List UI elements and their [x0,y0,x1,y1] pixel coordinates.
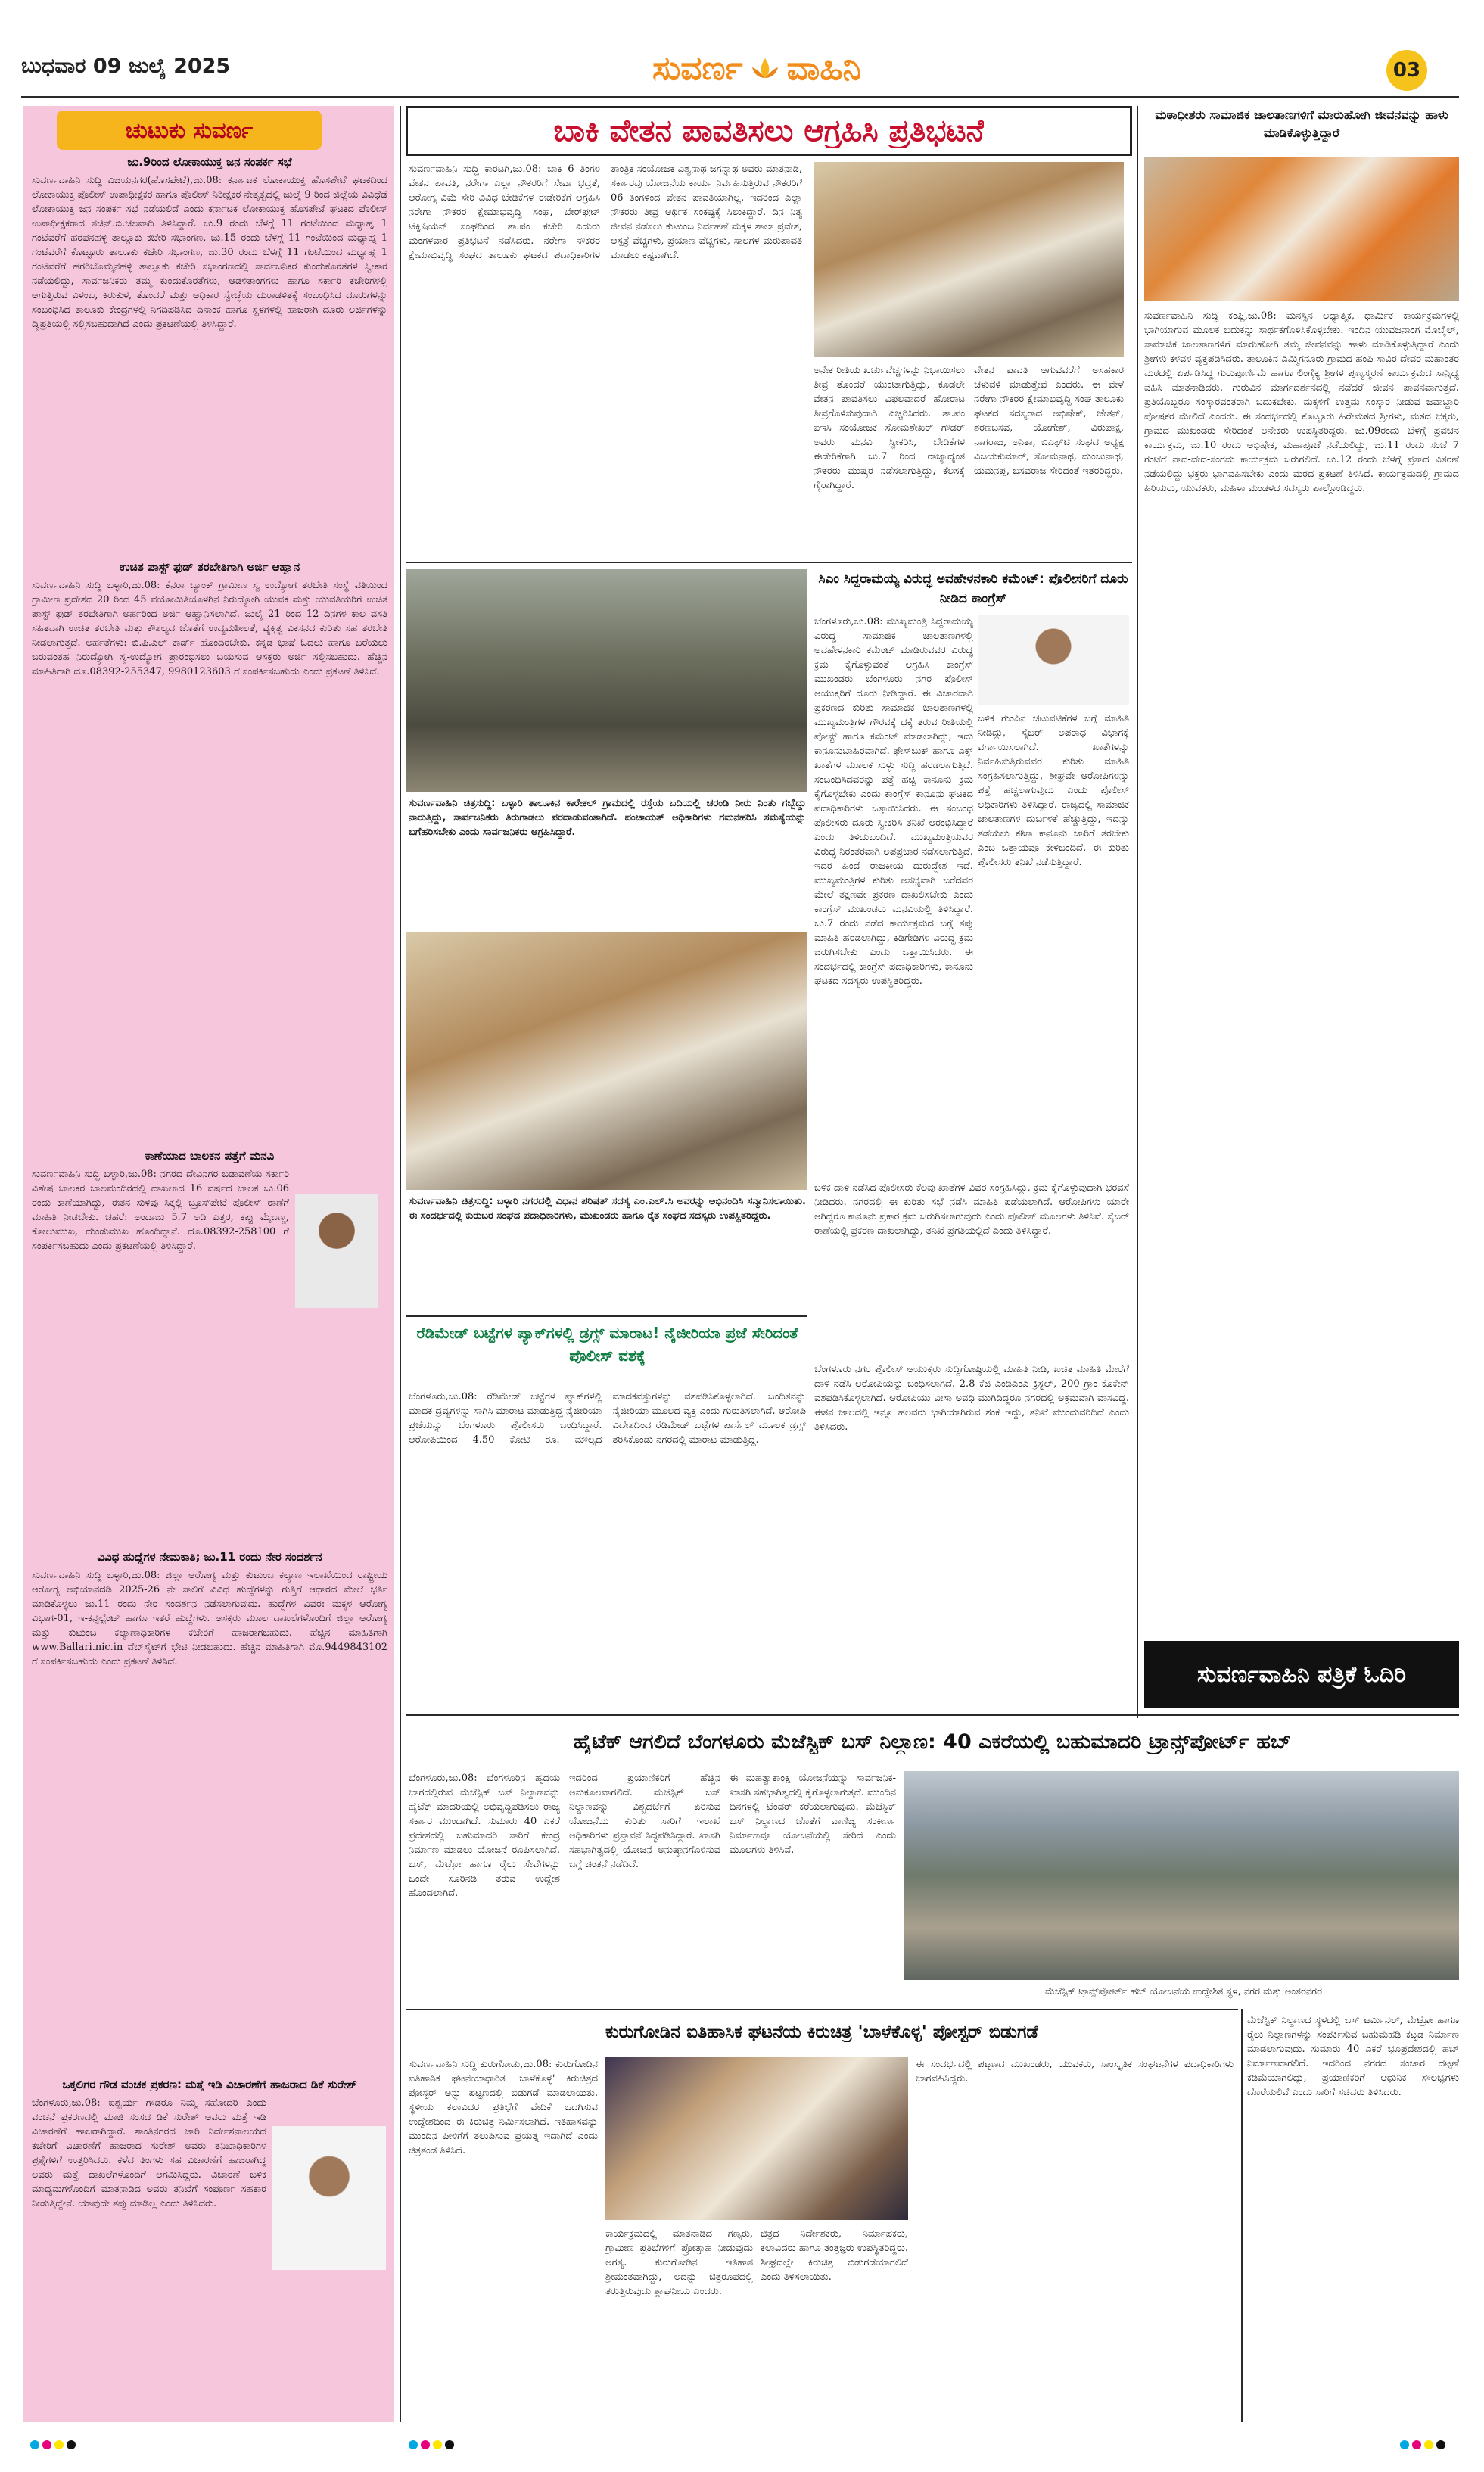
chutuku-banner-text: ಚುಟುಕು ಸುವರ್ಣ [125,117,254,143]
black-dot [445,2440,454,2449]
magenta-dot [421,2440,430,2449]
subscribe-banner-text: ಸುವರ್ಣವಾಹಿನಿ ಪತ್ರಿಕೆ ಓದಿರಿ [1196,1661,1407,1688]
cm-story-body: ಬೆಂಗಳೂರು,ಜು.08: ಮುಖ್ಯಮಂತ್ರಿ ಸಿದ್ದರಾಮಯ್ಯ ವಿರುದ್ಧ ಸಾಮಾಜಿಕ ಜಾಲತಾಣಗಳಲ್ಲಿ ಅವಹೇಳನಕಾರಿ ಕಮೆಂಟ್ ಮಾಡಿರುವವರ ವಿರುದ್ಧ ಕ್ರಮ ಕೈಗೊಳ್ಳುವಂತೆ ಆಗ್ರಹಿಸಿ ಕಾಂಗ್ರೆಸ್ ಮುಖಂಡರು ಬೆಂಗಳೂರು ನಗರ ಪೊಲೀಸ್ ಆಯುಕ್ತರಿಗೆ ದೂರು ನೀಡಿದ್ದಾರೆ. ಈ ವಿಚಾರವಾಗಿ ಪ್ರಕರಣದ ಕುರಿತು ಸಾಮಾಜಿಕ ಜಾಲತಾಣಗಳಲ್ಲಿ ಮುಖ್ಯಮಂತ್ರಿಗಳ ಗೌರವಕ್ಕೆ ಧಕ್ಕೆ ತರುವ ರೀತಿಯಲ್ಲಿ ಪೋಸ್ಟ್ ಹಾಗೂ ಕಮೆಂಟ್ ಮಾಡಲಾಗಿದ್ದು, ಇದು ಕಾನೂನುಬಾಹಿರವಾಗಿದೆ. ಫೇಸ್‌ಬುಕ್ ಹಾಗೂ ಎಕ್ಸ್ ಖಾತೆಗಳ ಮೂಲಕ ಸುಳ್ಳು ಸುದ್ದಿ ಹರಡಲಾಗುತ್ತಿದೆ. ಸಂಬಂಧಿಸಿದವರನ್ನು ಪತ್ತೆ ಹಚ್ಚಿ ಕಾನೂನು ಕ್ರಮ ಕೈಗೊಳ್ಳಬೇಕು ಎಂದು ಕಾಂಗ್ರೆಸ್ ಕಾನೂನು ಘಟಕದ ಪದಾಧಿಕಾರಿಗಳು ಒತ್ತಾಯಿಸಿದರು. ಈ ಸಂಬಂಧ ಪೊಲೀಸರು ದೂರು ಸ್ವೀಕರಿಸಿ ತನಿಖೆ ಆರಂಭಿಸಿದ್ದಾರೆ ಎಂದು ತಿಳಿದುಬಂದಿದೆ. ಮುಖ್ಯಮಂತ್ರಿಯವರ ವಿರುದ್ಧ ನಿರಂತರವಾಗಿ ಅಪಪ್ರಚಾರ ನಡೆಸಲಾಗುತ್ತಿದೆ. ಇದರ ಹಿಂದೆ ರಾಜಕೀಯ ದುರುದ್ದೇಶ ಇದೆ. ಮುಖ್ಯಮಂತ್ರಿಗಳ ಕುರಿತು ಅಸಭ್ಯವಾಗಿ ಬರೆದವರ ಮೇಲೆ ತಕ್ಷಣವೇ ಪ್ರಕರಣ ದಾಖಲಿಸಬೇಕು ಎಂದು ಕಾಂಗ್ರೆಸ್ ಮುಖಂಡರು ಮನವಿಯಲ್ಲಿ ತಿಳಿಸಿದ್ದಾರೆ. ಜು.7 ರಂದು ನಡೆದ ಕಾರ್ಯಕ್ರಮದ ಬಗ್ಗೆ ತಪ್ಪು ಮಾಹಿತಿ ಹರಡಲಾಗಿದ್ದು, ಕಿಡಿಗೇಡಿಗಳ ವಿರುದ್ಧ ಕ್ರಮ ಜರುಗಿಸಬೇಕು ಎಂದು ಒತ್ತಾಯಿಸಿದರು. ಈ ಸಂದರ್ಭದಲ್ಲಿ ಕಾಂಗ್ರೆಸ್ ಪದಾಧಿಕಾರಿಗಳು, ಕಾನೂನು ಘಟಕದ ಸದಸ್ಯರು ಉಪಸ್ಥಿತರಿದ್ದರು. [814,616,973,987]
saints-story-body: ಸುವರ್ಣವಾಹಿನಿ ಸುದ್ದಿ ಕಂಪ್ಲಿ,ಜು.08: ಮನಸ್ಸಿನ ಅಧ್ಯಾತ್ಮಿಕ, ಧಾರ್ಮಿಕ ಕಾರ್ಯಕ್ರಮಗಳಲ್ಲಿ ಭಾಗಿಯಾಗುವ ಮೂಲಕ ಬದುಕನ್ನು ಸಾರ್ಥಕಗೊಳಿಸಿಕೊಳ್ಳಬೇಕು. ಇಂದಿನ ಯುವಜನಾಂಗ ಮೊಬೈಲ್, ಸಾಮಾಜಿಕ ಜಾಲತಾಣಗಳಿಗೆ ಮಾರುಹೋಗಿ ತಮ್ಮ ಜೀವನವನ್ನು ಹಾಳು ಮಾಡಿಕೊಳ್ಳುತ್ತಿದ್ದಾರೆ ಎಂದು ಶ್ರೀಗಳು ಕಳವಳ ವ್ಯಕ್ತಪಡಿಸಿದರು. ತಾಲೂಕಿನ ಎಮ್ಮಿಗನೂರು ಗ್ರಾಮದ ಹಂಪಿ ಸಾವಿರ ದೇವರ ಮಹಾಂತರ ಮಠದಲ್ಲಿ ಏರ್ಪಡಿಸಿದ್ದ ಗುರುಪೂರ್ಣಿಮೆ ಹಾಗೂ ಲಿಂಗೈಕ್ಯ ಶ್ರೀಗಳ ಪುಣ್ಯಸ್ಮರಣೆ ಕಾರ್ಯಕ್ರಮದ ಸಾನ್ನಿಧ್ಯ ವಹಿಸಿ ಮಾತನಾಡಿದರು. ಗುರುವಿನ ಮಾರ್ಗದರ್ಶನದಲ್ಲಿ ನಡೆದರೆ ಜೀವನ ಪಾವನವಾಗುತ್ತದೆ. ಪ್ರತಿಯೊಬ್ಬರೂ ಸಂಸ್ಕಾರವಂತರಾಗಿ ಬದುಕಬೇಕು. ಮಕ್ಕಳಿಗೆ ಉತ್ತಮ ಸಂಸ್ಕಾರ ನೀಡುವ ಜವಾಬ್ದಾರಿ ಪೋಷಕರ ಮೇಲಿದೆ ಎಂದರು. ಈ ಸಂದರ್ಭದಲ್ಲಿ ಕೊಟ್ಟೂರು ಹಿರೇಮಠದ ಶ್ರೀಗಳು, ಮಠದ ಭಕ್ತರು, ಗ್ರಾಮದ ಮುಖಂಡರು ಸೇರಿದಂತೆ ಅನೇಕರು ಉಪಸ್ಥಿತರಿದ್ದರು. ಜು.09ರಂದು ಬೆಳಗ್ಗೆ ಪ್ರವಚನ ಕಾರ್ಯಕ್ರಮ, ಜು.10 ರಂದು ಅಭಿಷೇಕ, ಮಹಾಪೂಜೆ ನಡೆಯಲಿದ್ದು, ಜು.11 ರಂದು ಸಂಜೆ 7 ಗಂಟೆಗೆ ನಾದ-ವೇದ-ಸಂಗಮ ಕಾರ್ಯಕ್ರಮ ಜರುಗಲಿದೆ. ಜು.12 ರಂದು ಬೆಳಗ್ಗೆ ಪ್ರಸಾದ ವಿತರಣೆ ನಡೆಯಲಿದ್ದು ಭಕ್ತರು ಭಾಗವಹಿಸಬೇಕು ಎಂದು ಮಠದ ಪ್ರಕಟಣೆ ತಿಳಿಸಿದೆ. ಕಾರ್ಯಕ್ರಮದಲ್ಲಿ ಗ್ರಾಮದ ಹಿರಿಯರು, ಯುವಕರು, ಮಹಿಳಾ ಮಂಡಳದ ಸದಸ್ಯರು ಪಾಲ್ಗೊಂಡಿದ್ದರು. [1144,310,1459,494]
main-headline-box [406,106,1132,156]
masthead [0,0,1484,98]
cm-story-body2: ಬಳಿಕ ಗುಂಪಿನ ಚಟುವಟಿಕೆಗಳ ಬಗ್ಗೆ ಮಾಹಿತಿ ನೀಡಿದ್ದು, ಸೈಬರ್ ಅಪರಾಧ ವಿಭಾಗಕ್ಕೆ ವರ್ಗಾಯಿಸಲಾಗಿದೆ. ಖಾತೆಗಳನ್ನು ನಿರ್ವಹಿಸುತ್ತಿರುವವರ ಕುರಿತು ಮಾಹಿತಿ ಸಂಗ್ರಹಿಸಲಾಗುತ್ತಿದ್ದು, ಶೀಘ್ರವೇ ಆರೋಪಿಗಳನ್ನು ಪತ್ತೆ ಹಚ್ಚಲಾಗುವುದು ಎಂದು ಪೊಲೀಸ್ ಅಧಿಕಾರಿಗಳು ತಿಳಿಸಿದ್ದಾರೆ. ರಾಜ್ಯದಲ್ಲಿ ಸಾಮಾಜಿಕ ಜಾಲತಾಣಗಳ ದುರ್ಬಳಕೆ ಹೆಚ್ಚುತ್ತಿದ್ದು, ಇದನ್ನು ತಡೆಯಲು ಕಠಿಣ ಕಾನೂನು ಜಾರಿಗೆ ತರಬೇಕು ಎಂಬ ಒತ್ತಾಯವೂ ಕೇಳಿಬಂದಿದೆ. ಈ ಕುರಿತು ಪೊಲೀಸರು ತನಿಖೆ ನಡೆಸುತ್ತಿದ್ದಾರೆ. [978,713,1129,868]
cm-photo [978,615,1129,705]
column-rule [400,106,401,2422]
chutuku-item [32,1550,387,2065]
chutuku-item-title: ಜು.9ರಿಂದ ಲೋಕಾಯುಕ್ತ ಜನ ಸಂಪರ್ಕ ಸಭೆ [127,155,292,169]
chutuku-item-body: ಸುವರ್ಣವಾಹಿನಿ ಸುದ್ದಿ ಬಳ್ಳಾರಿ,ಜು.08: ಕೆನರಾ ಬ್ಯಾಂಕ್ ಗ್ರಾಮೀಣ ಸ್ವ ಉದ್ಯೋಗ ತರಬೇತಿ ಸಂಸ್ಥೆ ವತಿಯಿಂದ ಗ್ರಾಮೀಣ ಪ್ರದೇಶದ 20 ರಿಂದ 45 ವಯೋಮಿತಿಯೊಳಗಿನ ನಿರುದ್ಯೋಗಿ ಯುವಕ ಮತ್ತು ಯುವತಿಯರಿಗೆ ಉಚಿತ ಪಾಸ್ಟ್ ಫುಡ್ ತರಬೇತಿಗಾಗಿ ಅರ್ಹರಿಂದ ಅರ್ಜಿ ಆಹ್ವಾನಿಸಲಾಗಿದೆ. ಜುಲೈ 21 ರಿಂದ 12 ದಿನಗಳ ಕಾಲ ವಸತಿ ಸಹಿತವಾಗಿ ಉಚಿತ ತರಬೇತಿ ಮತ್ತು ಕೌಶಲ್ಯದ ಜೊತೆಗೆ ಉದ್ಯಮಶೀಲತೆ, ವ್ಯಕ್ತಿತ್ವ ವಿಕಸನದ ಕುರಿತು ಸಹ ತರಬೇತಿ ನೀಡಲಾಗುತ್ತದೆ. ಅರ್ಹತೆಗಳು: ಬಿ.ಪಿ.ಎಲ್ ಕಾರ್ಡ್ ಹೊಂದಿರಬೇಕು. ಕನ್ನಡ ಭಾಷೆ ಓದಲು ಹಾಗೂ ಬರೆಯಲು ಬರುವಂತಹ ನಿರುದ್ಯೋಗಿ ಸ್ವ-ಉದ್ಯೋಗ ಪ್ರಾರಂಭಿಸಲು ಬಯಸುವ ಆಸಕ್ತರು ಅರ್ಜಿ ಸಲ್ಲಿಸಬಹುದು. ಹೆಚ್ಚಿನ ಮಾಹಿತಿಗಾಗಿ ದೂ.08392-255347, 9980123603 ಗೆ ಸಂಪರ್ಕಿಸಬಹುದು ಎಂದು ಪ್ರಕಟಣೆ ತಿಳಿಸಿದೆ. [32,580,387,677]
main-headline: ಬಾಕಿ ವೇತನ ಪಾವತಿಸಲು ಆಗ್ರಹಿಸಿ ಪ್ರತಿಭಟನೆ [553,114,985,148]
registration-marks-right [1400,2440,1445,2449]
page-number: 03 [1392,59,1421,82]
chutuku-item-body: ಬೆಂಗಳೂರು,ಜು.08: ಐಶ್ವರ್ಯ ಗೌಡರೂ ನಿಮ್ಮ ಸಹೋದರಿ ಎಂದು ವಂಚನೆ ಪ್ರಕರಣದಲ್ಲಿ ಮಾಜಿ ಸಂಸದ ಡಿಕೆ ಸುರೇಶ್ ಅವರು ಮತ್ತೆ ಇಡಿ ವಿಚಾರಣೆಗೆ ಹಾಜರಾಗಿದ್ದಾರೆ. ಶಾಂತಿನಗರದ ಜಾರಿ ನಿರ್ದೇಶನಾಲಯದ ಕಚೇರಿಗೆ ವಿಚಾರಣೆಗೆ ಹಾಜರಾದ ಸುರೇಶ್ ಅವರು ತನಿಖಾಧಿಕಾರಿಗಳ ಪ್ರಶ್ನೆಗಳಿಗೆ ಉತ್ತರಿಸಿದರು. ಕಳೆದ ತಿಂಗಳು ಸಹ ವಿಚಾರಣೆಗೆ ಹಾಜರಾಗಿದ್ದ ಅವರು ಮತ್ತೆ ದಾಖಲೆಗಳೊಂದಿಗೆ ಆಗಮಿಸಿದ್ದರು. ವಿಚಾರಣೆ ಬಳಿಕ ಮಾಧ್ಯಮಗಳೊಂದಿಗೆ ಮಾತನಾಡಿದ ಅವರು ತನಿಖೆಗೆ ಸಂಪೂರ್ಣ ಸಹಕಾರ ನೀಡುತ್ತಿದ್ದೇನೆ. ಯಾವುದೇ ತಪ್ಪು ಮಾಡಿಲ್ಲ ಎಂದು ತಿಳಿಸಿದರು. [32,2097,266,2209]
chutuku-item-body: ಸುವರ್ಣವಾಹಿನಿ ಸುದ್ದಿ ವಿಜಯನಗರ(ಹೊಸಪೇಟೆ),ಜು.08: ಕರ್ನಾಟಕ ಲೋಕಾಯುಕ್ತ ಹೊಸಪೇಟೆ ಘಟಕದಿಂದ ಲೋಕಾಯುಕ್ತ ಪೊಲೀಸ್ ಉಪಾಧೀಕ್ಷಕರ ಹಾಗೂ ಪೊಲೀಸ್ ನಿರೀಕ್ಷಕರ ನೇತೃತ್ವದಲ್ಲಿ ಜುಲೈ 9 ರಿಂದ ಜಿಲ್ಲೆಯ ವಿವಿಧೆಡೆ ಲೋಕಾಯುಕ್ತ ಜನ ಸಂಪರ್ಕ ಸಭೆ ನಡೆಯಲಿದೆ ಎಂದು ಕರ್ನಾಟಕ ಲೋಕಾಯುಕ್ತ ಹೊಸಪೇಟೆ ಘಟಕದ ಪೊಲೀಸ್ ಉಪಾಧೀಕ್ಷಕರಾದ ಸಚಿನ್.ಬಿ.ಚಲವಾದಿ ತಿಳಿಸಿದ್ದಾರೆ. ಜು.9 ರಂದು ಬೆಳಗ್ಗೆ 11 ಗಂಟೆಯಿಂದ ಮಧ್ಯಾಹ್ನ 1 ಗಂಟೆವರೆಗೆ ಹರಪನಹಳ್ಳಿ ತಾಲ್ಲೂಕು ಕಚೇರಿ ಸಭಾಂಗಣ, ಜು.15 ರಂದು ಬೆಳಗ್ಗೆ 11 ಗಂಟೆಯಿಂದ ಮಧ್ಯಾಹ್ನ 1 ಗಂಟೆವರೆಗೆ ಕೊಟ್ಟೂರು ತಾಲೂಕು ಕಚೇರಿ ಸಭಾಂಗಣ, ಜು.30 ರಂದು ಬೆಳಗ್ಗೆ 11 ಗಂಟೆಯಿಂದ ಮಧ್ಯಾಹ್ನ 1 ಗಂಟೆವರೆಗೆ ಹಗರಿಬೊಮ್ಮನಹಳ್ಳಿ ತಾಲ್ಲೂಕು ಕಚೇರಿ ಸಭಾಂಗಣದಲ್ಲಿ ಸಾರ್ವಜನಿಕರ ಕುಂದುಕೊರತೆಗಳ ಸ್ವೀಕಾರ ನಡೆಯಲಿದ್ದು, ಸಾರ್ವಜನಿಕರು ತಮ್ಮ ಕುಂದುಕೊರತೆಗಳು, ಆಡಳಿತಾಂಗಗಳು ಹಾಗೂ ಸರ್ಕಾರಿ ಕಚೇರಿಗಳಲ್ಲಿ ಆಗುತ್ತಿರುವ ವಿಳಂಬ, ಕಿರುಕುಳ, ತೊಂದರೆ ಮತ್ತು ಅಧಿಕಾರ ಸ್ವೇಚ್ಛೆಯ ದುರಾಡಳಿತಕ್ಕೆ ಸಂಬಂಧಿಸಿದ ದೂರುಗಳನ್ನು ಸಂಬಂಧಿಸಿದ ತಾಲೂಕು ಕೇಂದ್ರಗಳಲ್ಲಿ ನಿಗದಿಪಡಿಸಿದ ದಿನಾಂಕ ಹಾಗೂ ಸ್ಥಳಗಳಲ್ಲಿ ಹಾಜರಾಗಿ ದೂರು ಅರ್ಜಿಗಳನ್ನು ದ್ವಿಪ್ರತಿಯಲ್ಲಿ ಸಲ್ಲಿಸಬಹುದಾಗಿದೆ ಎಂದು ಪ್ರಕಟಣೆಯಲ್ಲಿ ತಿಳಿಸಿದ್ದಾರೆ. [32,175,387,330]
poster-story-col2: ಕಾರ್ಯಕ್ರಮದಲ್ಲಿ ಮಾತನಾಡಿದ ಗಣ್ಯರು, ಗ್ರಾಮೀಣ ಪ್ರತಿಭೆಗಳಿಗೆ ಪ್ರೋತ್ಸಾಹ ನೀಡುವುದು ಅಗತ್ಯ. ಕುರುಗೋಡಿನ ಇತಿಹಾಸ ಶ್ರೀಮಂತವಾಗಿದ್ದು, ಅದನ್ನು ಚಿತ್ರರೂಪದಲ್ಲಿ ತರುತ್ತಿರುವುದು ಶ್ಲಾಘನೀಯ ಎಂದರು. [605,2228,753,2297]
bus-headline-bar [406,1720,1459,1765]
black-dot [1436,2440,1445,2449]
subscribe-banner[interactable] [1144,1641,1459,1708]
chutuku-item-title: ಉಚಿತ ಪಾಸ್ಟ್ ಫುಡ್ ತರಬೇತಿಗಾಗಿ ಅರ್ಜಿ ಆಹ್ವಾನ [119,560,300,574]
chutuku-item [32,155,387,549]
drug-story-body2: ಬೆಂಗಳೂರು ನಗರ ಪೊಲೀಸ್ ಆಯುಕ್ತರು ಸುದ್ದಿಗೋಷ್ಠಿಯಲ್ಲಿ ಮಾಹಿತಿ ನೀಡಿ, ಖಚಿತ ಮಾಹಿತಿ ಮೇರೆಗೆ ದಾಳಿ ನಡೆಸಿ ಆರೋಪಿಯನ್ನು ಬಂಧಿಸಲಾಗಿದೆ. 2.8 ಕೆಜಿ ಎಂಡಿಎಂಎ ಕ್ರಿಸ್ಟಲ್, 200 ಗ್ರಾಂ ಕೊಕೇನ್ ವಶಪಡಿಸಿಕೊಳ್ಳಲಾಗಿದೆ. ಆರೋಪಿಯು ವೀಸಾ ಅವಧಿ ಮುಗಿದಿದ್ದರೂ ನಗರದಲ್ಲಿ ಅಕ್ರಮವಾಗಿ ವಾಸವಿದ್ದ. ಈತನ ಜಾಲದಲ್ಲಿ ಇನ್ನೂ ಹಲವರು ಭಾಗಿಯಾಗಿರುವ ಶಂಕೆ ಇದ್ದು, ತನಿಖೆ ಮುಂದುವರಿದಿದೆ ಎಂದು ತಿಳಿಸಿದರು. [814,1364,1129,1433]
felicitation-photo [406,932,807,1190]
missing-boy-photo [295,1194,378,1308]
main-story-col1: ಸುವರ್ಣವಾಹಿನಿ ಸುದ್ದಿ ಕಾರಟಗಿ,ಜು.08: ಬಾಕಿ 6 ತಿಂಗಳ ವೇತನ ಪಾವತಿ, ನರೇಗಾ ಎಲ್ಲಾ ನೌಕರರಿಗೆ ಸೇವಾ ಭದ್ರತೆ, ಆರೋಗ್ಯ ವಿಮೆ ಸೇರಿ ವಿವಿಧ ಬೇಡಿಕೆಗಳ ಈಡೇರಿಕೆಗೆ ಆಗ್ರಹಿಸಿ ನರೇಗಾ ನೌಕರರ ಕ್ಷೇಮಾಭಿವೃದ್ಧಿ ಸಂಘ, ಬೇರ್‌ಫುಟ್ ಟೆಕ್ನಿಷಿಯನ್ ಸಂಘದಿಂದ ತಾ.ಪಂ ಕಚೇರಿ ಎದುರು ಮಂಗಳವಾರ ಪ್ರತಿಭಟನೆ ನಡೆಸಿದರು. ನರೇಗಾ ನೌಕರರ ಕ್ಷೇಮಾಭಿವೃದ್ಧಿ ಸಂಘದ ತಾಲೂಕು ಘಟಕದ ಪದಾಧಿಕಾರಿಗಳ ತಾಂತ್ರಿಕ ಸಂಯೋಜಕ ವಿಶ್ವನಾಥ ಜಗನ್ನಾಥ ಅವರು ಮಾತನಾಡಿ, ಸರ್ಕಾರವು ಯೋಜನೆಯ ಕಾರ್ಯ ನಿರ್ವಹಿಸುತ್ತಿರುವ ನೌಕರರಿಗೆ 06 ತಿಂಗಳಿಂದ ವೇತನ ಪಾವತಿಯಾಗಿಲ್ಲ. ಇದರಿಂದ ಎಲ್ಲಾ ನೌಕರರು ತೀವ್ರ ಆರ್ಥಿಕ ಸಂಕಷ್ಟಕ್ಕೆ ಸಿಲುಕಿದ್ದಾರೆ. ದಿನ ನಿತ್ಯ ಜೀವನ ನಡೆಸಲು ಕುಟುಂಬ ನಿರ್ವಹಣೆ ಮಕ್ಕಳ ಶಾಲಾ ಪ್ರವೇಶ, ಆಸ್ಪತ್ರೆ ವೆಚ್ಚಗಳು, ಪ್ರಯಾಣ ವೆಚ್ಚಗಳು, ಸಾಲಗಳ ಮರುಪಾವತಿ ಮಾಡಲು ಕಷ್ಟವಾಗಿದೆ. [409,163,802,261]
column-rule [1241,2009,1243,2422]
yellow-dot [54,2440,64,2449]
chutuku-item [32,1149,387,1527]
registration-marks-center [409,2440,454,2449]
lotus-icon [749,55,781,81]
bus-story-col3: ಈ ಮಹತ್ವಾಕಾಂಕ್ಷಿ ಯೋಜನೆಯನ್ನು ಸಾರ್ವಜನಿಕ-ಖಾಸಗಿ ಸಹಭಾಗಿತ್ವದಲ್ಲಿ ಕೈಗೊಳ್ಳಲಾಗುತ್ತದೆ. ಮುಂದಿನ ದಿನಗಳಲ್ಲಿ ಟೆಂಡರ್ ಕರೆಯಲಾಗುವುದು. ಮೆಜೆಸ್ಟಿಕ್ ಬಸ್ ನಿಲ್ದಾಣದ ಜೊತೆಗೆ ವಾಣಿಜ್ಯ ಸಂಕೀರ್ಣ ನಿರ್ಮಾಣವೂ ಯೋಜನೆಯಲ್ಲಿ ಸೇರಿದೆ ಎಂದು ಮೂಲಗಳು ತಿಳಿಸಿವೆ. [730,1773,896,1856]
cm-story-body3: ಬಳಿಕ ದಾಳಿ ನಡೆಸಿದ ಪೊಲೀಸರು ಕೆಲವು ಖಾತೆಗಳ ವಿವರ ಸಂಗ್ರಹಿಸಿದ್ದು, ಕ್ರಮ ಕೈಗೊಳ್ಳುವುದಾಗಿ ಭರವಸೆ ನೀಡಿದರು. ನಗರದಲ್ಲಿ ಈ ಕುರಿತು ಸಭೆ ನಡೆಸಿ ಮಾಹಿತಿ ಪಡೆಯಲಾಗಿದೆ. ಆರೋಪಿಗಳು ಯಾರೇ ಆಗಿದ್ದರೂ ಕಾನೂನು ಪ್ರಕಾರ ಕ್ರಮ ಜರುಗಿಸಲಾಗುವುದು ಎಂದು ಪೊಲೀಸ್ ಮೂಲಗಳು ತಿಳಿಸಿವೆ. ಸೈಬರ್ ಠಾಣೆಯಲ್ಲಿ ಪ್ರಕರಣ ದಾಖಲಾಗಿದ್ದು, ತನಿಖೆ ಪ್ರಗತಿಯಲ್ಲಿದೆ ಎಂದು ತಿಳಿಸಿದ್ದಾರೆ. [814,1182,1129,1237]
protest-photo [814,162,1124,357]
street-drain-photo [406,569,807,792]
logo-word-suvarna: ಸುವರ್ಣ [652,48,743,88]
poster-story-col1: ಸುವರ್ಣವಾಹಿನಿ ಸುದ್ದಿ ಕುರುಗೋಡು,ಜು.08: ಕುರುಗೋಡಿನ ಐತಿಹಾಸಿಕ ಘಟನೆಯಾಧಾರಿತ 'ಬಾಳೆಕೊಳ್ಳ' ಕಿರುಚಿತ್ರದ ಪೋಸ್ಟರ್ ಅನ್ನು ಪಟ್ಟಣದಲ್ಲಿ ಬಿಡುಗಡೆ ಮಾಡಲಾಯಿತು. ಸ್ಥಳೀಯ ಕಲಾವಿದರ ಪ್ರತಿಭೆಗೆ ವೇದಿಕೆ ಒದಗಿಸುವ ಉದ್ದೇಶದಿಂದ ಈ ಕಿರುಚಿತ್ರ ನಿರ್ಮಿಸಲಾಗಿದೆ. ಇತಿಹಾಸವನ್ನು ಮುಂದಿನ ಪೀಳಿಗೆಗೆ ತಲುಪಿಸುವ ಪ್ರಯತ್ನ ಇದಾಗಿದೆ ಎಂದು ಚಿತ್ರತಂಡ ತಿಳಿಸಿದೆ. [409,2059,598,2156]
cyan-dot [409,2440,418,2449]
street-photo-caption: ಸುವರ್ಣವಾಹಿನಿ ಚಿತ್ರಸುದ್ದಿ: ಬಳ್ಳಾರಿ ತಾಲೂಕಿನ ಕಾರೇಕಲ್ ಗ್ರಾಮದಲ್ಲಿ ರಸ್ತೆಯ ಬದಿಯಲ್ಲಿ ಚರಂಡಿ ನೀರು ನಿಂತು ಗಬ್ಬೆದ್ದು ನಾರುತ್ತಿದ್ದು, ಸಾರ್ವಜನಿಕರು ತಿರುಗಾಡಲು ಪರದಾಡುವಂತಾಗಿದೆ. ಪಂಚಾಯತ್ ಅಧಿಕಾರಿಗಳು ಗಮನಹರಿಸಿ ಸಮಸ್ಯೆಯನ್ನು ಬಗೆಹರಿಸಬೇಕು ಎಂದು ಸಾರ್ವಜನಿಕರು ಆಗ್ರಹಿಸಿದ್ದಾರೆ. [409,798,806,838]
chutuku-item-body: ಸುವರ್ಣವಾಹಿನಿ ಸುದ್ದಿ ಬಳ್ಳಾರಿ,ಜು.08: ಜಿಲ್ಲಾ ಆರೋಗ್ಯ ಮತ್ತು ಕುಟುಂಬ ಕಲ್ಯಾಣ ಇಲಾಖೆಯಿಂದ ರಾಷ್ಟ್ರೀಯ ಆರೋಗ್ಯ ಅಭಿಯಾನದಡಿ 2025-26 ನೇ ಸಾಲಿಗೆ ವಿವಿಧ ಹುದ್ದೆಗಳನ್ನು ಗುತ್ತಿಗೆ ಆಧಾರದ ಮೇಲೆ ಭರ್ತಿ ಮಾಡಿಕೊಳ್ಳಲು ಜು.11 ರಂದು ನೇರ ಸಂದರ್ಶನ ನಡೆಸಲಾಗುವುದು. ಹುದ್ದೆಗಳ ವಿವರ: ಮಕ್ಕಳ ಆರೋಗ್ಯ ವಿಭಾಗ-01, ಇ-ಕನ್ಸಲ್ಟೆಂಟ್ ಹಾಗೂ ಇತರೆ ಹುದ್ದೆಗಳು. ಆಸಕ್ತರು ಮೂಲ ದಾಖಲೆಗಳೊಂದಿಗೆ ಜಿಲ್ಲಾ ಆರೋಗ್ಯ ಮತ್ತು ಕುಟುಂಬ ಕಲ್ಯಾಣಾಧಿಕಾರಿಗಳ ಕಚೇರಿಗೆ ಹಾಜರಾಗಬಹುದು. ಹೆಚ್ಚಿನ ಮಾಹಿತಿಗಾಗಿ www.Ballari.nic.in ವೆಬ್‌ಸೈಟ್‌ಗೆ ಭೇಟಿ ನೀಡಬಹುದು. ಹೆಚ್ಚಿನ ಮಾಹಿತಿಗಾಗಿ ಮೊ.9449843102 ಗೆ ಸಂಪರ್ಕಿಸಬಹುದು ಎಂದು ಪ್ರಕಟಣೆ ತಿಳಿಸಿದೆ. [32,1570,387,1667]
poster-story-col3: ಚಿತ್ರದ ನಿರ್ದೇಶಕರು, ನಿರ್ಮಾಪಕರು, ಕಲಾವಿದರು ಹಾಗೂ ತಂತ್ರಜ್ಞರು ಉಪಸ್ಥಿತರಿದ್ದರು. ಶೀಘ್ರದಲ್ಲೇ ಕಿರುಚಿತ್ರ ಬಿಡುಗಡೆಯಾಗಲಿದೆ ಎಂದು ತಿಳಿಸಲಾಯಿತು. [761,2228,908,2283]
page-number-badge [1386,50,1427,91]
saints-photo [1144,157,1459,301]
cyan-dot [30,2440,39,2449]
chutuku-item-title: ಕಾಣೆಯಾದ ಬಾಲಕನ ಪತ್ತೆಗೆ ಮನವಿ [145,1149,275,1163]
magenta-dot [42,2440,51,2449]
poster-story-col4: ಈ ಸಂದರ್ಭದಲ್ಲಿ ಪಟ್ಟಣದ ಮುಖಂಡರು, ಯುವಕರು, ಸಾಂಸ್ಕೃತಿಕ ಸಂಘಟನೆಗಳ ಪದಾಧಿಕಾರಿಗಳು ಭಾಗವಹಿಸಿದ್ದರು. [916,2059,1234,2084]
chutuku-item-title: ಒಕ್ಕಲಿಗರ ಗೌಡ ವಂಚಕ ಪ್ರಕರಣ: ಮತ್ತೆ ಇಡಿ ವಿಚಾರಣೆಗೆ ಹಾಜರಾದ ಡಿಕೆ ಸುರೇಶ್ [62,2078,357,2091]
bus-headline: ಹೈಟೆಕ್ ಆಗಲಿದೆ ಬೆಂಗಳೂರು ಮೆಜೆಸ್ಟಿಕ್ ಬಸ್ ನಿಲ್ದಾಣ: 40 ಎಕರೆಯಲ್ಲಿ ಬಹುಮಾದರಿ ಟ್ರಾನ್ಸ್‌ಪೋರ್ಟ್ ಹಬ್ [573,1730,1292,1754]
masthead-logo [598,45,916,91]
section-rule [406,562,1132,563]
cyan-dot [1400,2440,1409,2449]
poster-headline-bar [406,2013,1238,2051]
black-dot [67,2440,76,2449]
majestic-aerial-photo [904,1771,1459,1980]
chutuku-item-title: ವಿವಿಧ ಹುದ್ದೆಗಳ ನೇಮಕಾತಿ; ಜು.11 ರಂದು ನೇರ ಸಂದರ್ಶನ [97,1550,322,1564]
poster-story-col5: ಮೆಜೆಸ್ಟಿಕ್ ನಿಲ್ದಾಣದ ಸ್ಥಳದಲ್ಲಿ ಬಸ್ ಟರ್ಮಿನಲ್, ಮೆಟ್ರೋ ಹಾಗೂ ರೈಲು ನಿಲ್ದಾಣಗಳನ್ನು ಸಂಪರ್ಕಿಸುವ ಬಹುಮಹಡಿ ಕಟ್ಟಡ ನಿರ್ಮಾಣ ಮಾಡಲಾಗುವುದು. ಸುಮಾರು 40 ಎಕರೆ ಭೂಪ್ರದೇಶದಲ್ಲಿ ಹಬ್ ನಿರ್ಮಾಣವಾಗಲಿದೆ. ಇದರಿಂದ ನಗರದ ಸಂಚಾರ ದಟ್ಟಣೆ ಕಡಿಮೆಯಾಗಲಿದ್ದು, ಪ್ರಯಾಣಿಕರಿಗೆ ಆಧುನಿಕ ಸೌಲಭ್ಯಗಳು ದೊರೆಯಲಿವೆ ಎಂದು ಸಾರಿಗೆ ಸಚಿವರು ತಿಳಿಸಿದರು. [1247,2015,1459,2098]
poster-release-photo [605,2057,908,2220]
logo-word-vahini: ವಾಹಿನಿ [786,48,862,88]
magenta-dot [1412,2440,1421,2449]
poster-headline: ಕುರುಗೋಡಿನ ಐತಿಹಾಸಿಕ ಘಟನೆಯ ಕಿರುಚಿತ್ರ 'ಬಾಳೆಕೊಳ್ಳ' ಪೋಸ್ಟರ್ ಬಿಡುಗಡೆ [605,2022,1038,2042]
aerial-photo-caption: ಮೆಜೆಸ್ಟಿಕ್ ಟ್ರಾನ್ಸ್‌ಪೋರ್ಟ್ ಹಬ್ ಯೋಜನೆಯ ಉದ್ದೇಶಿತ ಸ್ಥಳ, ನಗರ ಮತ್ತು ಅಂತರನಗರ [1045,1986,1322,1997]
chutuku-banner [57,111,322,150]
main-story-col3: ವೇತನ ಪಾವತಿ ಆಗುವವರೆಗೆ ಅಸಹಕಾರ ಚಳುವಳಿ ಮಾಡುತ್ತೇವೆ ಎಂದರು. ಈ ವೇಳೆ ನರೇಗಾ ನೌಕರರ ಕ್ಷೇಮಾಭಿವೃದ್ಧಿ ಸಂಘ ತಾಲೂಕು ಘಟಕದ ಸದಸ್ಯರಾದ ಅಭಿಷೇಕ್, ಚೇತನ್, ಶರಣಬಸವ, ಯೋಗೇಶ್, ವಿರುಪಾಕ್ಷ, ನಾಗರಾಜ, ಅನಿತಾ, ಬಿಎಫ್‌ಟಿ ಸಂಘದ ಅಧ್ಯಕ್ಷ ವಿಜಯಕುಮಾರ್, ಸೋಮನಾಥ, ಮಂಜುನಾಥ, ಯಮನಪ್ಪ, ಬಸವರಾಜ ಸೇರಿದಂತೆ ಇತರರಿದ್ದರು. [974,365,1124,477]
main-story-col2: ಅನೇಕ ರೀತಿಯ ಖರ್ಚುವೆಚ್ಚಗಳನ್ನು ನಿಭಾಯಿಸಲು ತೀವ್ರ ತೊಂದರೆ ಯುಂಟಾಗುತ್ತಿದ್ದು, ಕೂಡಲೇ ವೇತನ ಪಾವತಿಸಲು ವಿಫಲವಾದರೆ ಹೋರಾಟ ತೀವ್ರಗೊಳಿಸುವುದಾಗಿ ಎಚ್ಚರಿಸಿದರು. ತಾ.ಪಂ ಐಇಸಿ ಸಂಯೋಜಕ ಸೋಮಶೇಖರ್ ಗೌಡರ್ ಅವರು ಮನವಿ ಸ್ವೀಕರಿಸಿ, ಬೇಡಿಕೆಗಳ ಈಡೇರಿಕೆಗಾಗಿ ಜು.7 ರಿಂದ ರಾಜ್ಯಾದ್ಯಂತ ನೌಕರರು ಮುಷ್ಕರ ನಡೆಸಲಾಗುತ್ತಿದ್ದು, ಕೆಲಸಕ್ಕೆ ಗೈರಾಗಿದ್ದಾರೆ. [814,365,965,491]
cm-headline: ಸಿಎಂ ಸಿದ್ದರಾಮಯ್ಯ ವಿರುದ್ಧ ಅವಹೇಳನಕಾರಿ ಕಮೆಂಟ್: ಪೊಲೀಸರಿಗೆ ದೂರು ನೀಡಿದ ಕಾಂಗ್ರೆಸ್ [818,571,1128,606]
dk-suresh-photo [272,2126,386,2270]
chutuku-item [32,2078,387,2411]
masthead-rule [21,96,1459,98]
section-rule [406,1315,807,1317]
issue-date: ಬುಧವಾರ 09 ಜುಲೈ 2025 [21,54,231,78]
drug-story-body: ಬೆಂಗಳೂರು,ಜು.08: ರೆಡಿಮೇಡ್ ಬಟ್ಟೆಗಳ ಪ್ಯಾಕ್‌ಗಳಲ್ಲಿ ಮಾದಕ ದ್ರವ್ಯಗಳನ್ನು ಸಾಗಿಸಿ ಮಾರಾಟ ಮಾಡುತ್ತಿದ್ದ ನೈಜೀರಿಯಾ ಪ್ರಜೆಯನ್ನು ಬೆಂಗಳೂರು ಪೊಲೀಸರು ಬಂಧಿಸಿದ್ದಾರೆ. ಆರೋಪಿಯಿಂದ 4.50 ಕೋಟಿ ರೂ. ಮೌಲ್ಯದ ಮಾದಕವಸ್ತುಗಳನ್ನು ವಶಪಡಿಸಿಕೊಳ್ಳಲಾಗಿದೆ. ಬಂಧಿತನನ್ನು ನೈಜೀರಿಯಾ ಮೂಲದ ವ್ಯಕ್ತಿ ಎಂದು ಗುರುತಿಸಲಾಗಿದೆ. ಆರೋಪಿ ವಿದೇಶದಿಂದ ರೆಡಿಮೇಡ್ ಬಟ್ಟೆಗಳ ಪಾರ್ಸೆಲ್ ಮೂಲಕ ಡ್ರಗ್ಸ್ ತರಿಸಿಕೊಂಡು ನಗರದಲ್ಲಿ ಮಾರಾಟ ಮಾಡುತ್ತಿದ್ದ. [409,1391,806,1446]
yellow-dot [433,2440,442,2449]
bus-story-col2: ಇದರಿಂದ ಪ್ರಯಾಣಿಕರಿಗೆ ಹೆಚ್ಚಿನ ಅನುಕೂಲವಾಗಲಿದೆ. ಮೆಜೆಸ್ಟಿಕ್ ಬಸ್ ನಿಲ್ದಾಣವನ್ನು ವಿಶ್ವದರ್ಜೆಗೆ ಏರಿಸುವ ಯೋಜನೆಯ ಕುರಿತು ಸಾರಿಗೆ ಇಲಾಖೆ ಅಧಿಕಾರಿಗಳು ಪ್ರಸ್ತಾವನೆ ಸಿದ್ಧಪಡಿಸಿದ್ದಾರೆ. ಖಾಸಗಿ ಸಹಭಾಗಿತ್ವದಲ್ಲಿ ಯೋಜನೆ ಅನುಷ್ಠಾನಗೊಳಿಸುವ ಬಗ್ಗೆ ಚಿಂತನೆ ನಡೆದಿದೆ. [569,1773,720,1870]
chutuku-item-body: ಸುವರ್ಣವಾಹಿನಿ ಸುದ್ದಿ ಬಳ್ಳಾರಿ,ಜು.08: ನಗರದ ದೇವಿನಗರ ಬಡಾವಣೆಯ ಸರ್ಕಾರಿ ವಿಶೇಷ ಬಾಲಕರ ಬಾಲಮಂದಿರದಲ್ಲಿ ದಾಖಲಾದ 16 ವರ್ಷದ ಬಾಲಕ ಜು.06 ರಂದು ಕಾಣೆಯಾಗಿದ್ದು, ಈತನ ಸುಳಿವು ಸಿಕ್ಕಲ್ಲಿ ಬ್ರೂಸ್‌ಪೇಟೆ ಪೊಲೀಸ್ ಠಾಣೆಗೆ ಮಾಹಿತಿ ನೀಡಬೇಕು. ಚಹರೆ: ಅಂದಾಜು 5.7 ಅಡಿ ಎತ್ತರ, ಕಪ್ಪು ಮೈಬಣ್ಣ, ಕೋಲುಮುಖ, ದುಂಡುಮುಖ ಹೊಂದಿದ್ದಾನೆ. ದೂ.08392-258100 ಗೆ ಸಂಪರ್ಕಿಸಬಹುದು ಎಂದು ಪ್ರಕಟಣೆಯಲ್ಲಿ ತಿಳಿಸಿದ್ದಾರೆ. [32,1169,289,1252]
registration-marks-left [30,2440,76,2449]
section-rule [406,2009,1238,2010]
bus-story-col1: ಬೆಂಗಳೂರು,ಜು.08: ಬೆಂಗಳೂರಿನ ಹೃದಯ ಭಾಗದಲ್ಲಿರುವ ಮೆಜೆಸ್ಟಿಕ್ ಬಸ್ ನಿಲ್ದಾಣವನ್ನು ಹೈಟೆಕ್ ಮಾದರಿಯಲ್ಲಿ ಅಭಿವೃದ್ಧಿಪಡಿಸಲು ರಾಜ್ಯ ಸರ್ಕಾರ ಮುಂದಾಗಿದೆ. ಸುಮಾರು 40 ಎಕರೆ ಪ್ರದೇಶದಲ್ಲಿ ಬಹುಮಾದರಿ ಸಾರಿಗೆ ಕೇಂದ್ರ ನಿರ್ಮಾಣ ಮಾಡಲು ಯೋಜನೆ ರೂಪಿಸಲಾಗಿದೆ. ಬಸ್, ಮೆಟ್ರೋ ಹಾಗೂ ರೈಲು ಸೇವೆಗಳನ್ನು ಒಂದೇ ಸೂರಿನಡಿ ತರುವ ಉದ್ದೇಶ ಹೊಂದಲಾಗಿದೆ. [409,1773,560,1899]
column-rule [1137,106,1138,1718]
drug-headline: ರೆಡಿಮೇಡ್ ಬಟ್ಟೆಗಳ ಪ್ಯಾಕ್‌ಗಳಲ್ಲಿ ಡ್ರಗ್ಸ್ ಮಾರಾಟ! ನೈಜೀರಿಯಾ ಪ್ರಜೆ ಸೇರಿದಂತೆ ಪೊಲೀಸ್ ವಶಕ್ಕೆ [416,1324,798,1365]
section-rule [406,1714,1459,1716]
saints-headline: ಮಠಾಧೀಶರು ಸಾಮಾಜಿಕ ಜಾಲತಾಣಗಳಿಗೆ ಮಾರುಹೋಗಿ ಜೀವನವನ್ನು ಹಾಳು ಮಾಡಿಕೊಳ್ಳುತ್ತಿದ್ದಾರೆ [1155,107,1448,140]
yellow-dot [1424,2440,1433,2449]
felicitation-caption: ಸುವರ್ಣವಾಹಿನಿ ಚಿತ್ರಸುದ್ದಿ: ಬಳ್ಳಾರಿ ನಗರದಲ್ಲಿ ವಿಧಾನ ಪರಿಷತ್ ಸದಸ್ಯ ಎಂ.ಎಲ್.ಸಿ ಅವರನ್ನು ಅಭಿನಂದಿಸಿ ಸನ್ಮಾನಿಸಲಾಯಿತು. ಈ ಸಂದರ್ಭದಲ್ಲಿ ಕುರುಬರ ಸಂಘದ ಪದಾಧಿಕಾರಿಗಳು, ಮುಖಂಡರು ಹಾಗೂ ರೈತ ಸಂಘದ ಸದಸ್ಯರು ಉಪಸ್ಥಿತರಿದ್ದರು. [409,1196,806,1222]
